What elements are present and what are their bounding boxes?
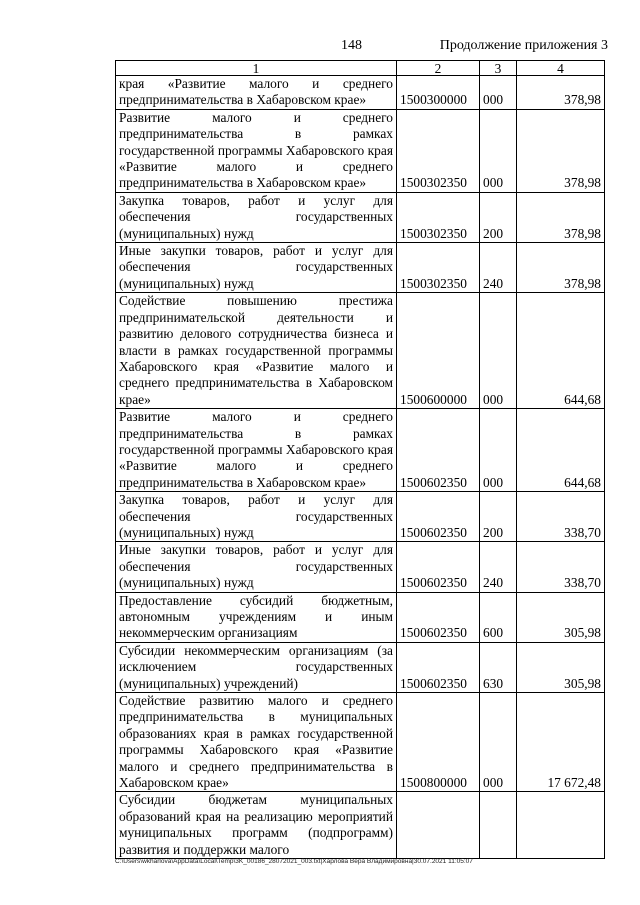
row-amount: 644,68	[517, 409, 605, 492]
row-code: 1500602350	[397, 492, 480, 542]
row-expense-type: 200	[480, 492, 517, 542]
row-code: 1500302350	[397, 243, 480, 293]
row-amount: 305,98	[517, 592, 605, 642]
row-name: Субсидии бюджетам муниципальных образований края на реализацию мероприятий муниципальных программ (подпрограмм) развития и поддержки малого	[116, 792, 397, 859]
row-amount: 644,68	[517, 293, 605, 409]
column-header: 3	[480, 61, 517, 76]
column-header: 2	[397, 61, 480, 76]
row-expense-type: 240	[480, 542, 517, 592]
row-name: Иные закупки товаров, работ и услуг для обеспечения государственных (муниципальных) нужд	[116, 542, 397, 592]
row-code: 1500602350	[397, 642, 480, 692]
table-row	[116, 592, 605, 642]
row-expense-type: 200	[480, 192, 517, 242]
row-name: Предоставление субсидий бюджетным, автономным учреждениям и иным некоммерческим организациям	[116, 592, 397, 642]
table-row	[116, 409, 605, 492]
row-amount: 378,98	[517, 192, 605, 242]
row-name: Иные закупки товаров, работ и услуг для обеспечения государственных (муниципальных) нужд	[116, 243, 397, 293]
row-expense-type: 000	[480, 693, 517, 792]
table-row	[116, 109, 605, 192]
row-expense-type: 000	[480, 293, 517, 409]
row-expense-type: 240	[480, 243, 517, 293]
row-amount: 17 672,48	[517, 693, 605, 792]
row-amount: 305,98	[517, 642, 605, 692]
row-name: Закупка товаров, работ и услуг для обеспечения государственных (муниципальных) нужд	[116, 492, 397, 542]
file-path-footer: C:\Users\wkharlova\AppData\Local\Temp\3K_00186_28072021_003.txt|Харлова Вера Владимировна|30.07.2021 11:05:07	[115, 858, 473, 865]
continuation-label: Продолжение приложения 3	[439, 38, 608, 53]
row-expense-type	[480, 792, 517, 859]
row-name: Развитие малого и среднего предпринимательства в рамках государственной программы Хабаровского края «Развитие малого и среднего предпринимательства в Хабаровском крае»	[116, 109, 397, 192]
row-amount	[517, 792, 605, 859]
row-code: 1500800000	[397, 693, 480, 792]
table-row	[116, 293, 605, 409]
table-row	[116, 642, 605, 692]
row-code: 1500302350	[397, 109, 480, 192]
table-row	[116, 76, 605, 110]
row-expense-type: 600	[480, 592, 517, 642]
row-expense-type: 000	[480, 109, 517, 192]
row-name: Содействие развитию малого и среднего предпринимательства в муниципальных образованиях края в рамках государственной программы Хабаровского края «Развитие малого и среднего предпринимательства в Хабаровском крае»	[116, 693, 397, 792]
row-amount: 338,70	[517, 492, 605, 542]
row-amount: 338,70	[517, 542, 605, 592]
row-code: 1500600000	[397, 293, 480, 409]
row-code: 1500602350	[397, 592, 480, 642]
budget-table	[115, 60, 605, 859]
row-code: 1500602350	[397, 409, 480, 492]
row-code: 1500300000	[397, 76, 480, 110]
page-number: 148	[341, 38, 362, 53]
row-code: 1500602350	[397, 542, 480, 592]
row-name: Закупка товаров, работ и услуг для обеспечения государственных (муниципальных) нужд	[116, 192, 397, 242]
column-header: 4	[517, 61, 605, 76]
row-expense-type: 630	[480, 642, 517, 692]
row-name: Развитие малого и среднего предпринимательства в рамках государственной программы Хабаровского края «Развитие малого и среднего предпринимательства в Хабаровском крае»	[116, 409, 397, 492]
row-expense-type: 000	[480, 409, 517, 492]
table-row	[116, 243, 605, 293]
table-row	[116, 693, 605, 792]
row-amount: 378,98	[517, 243, 605, 293]
row-expense-type: 000	[480, 76, 517, 110]
row-code	[397, 792, 480, 859]
row-name: Субсидии некоммерческим организациям (за исключением государственных (муниципальных) учреждений)	[116, 642, 397, 692]
row-amount: 378,98	[517, 76, 605, 110]
table-row	[116, 542, 605, 592]
table-header-row	[116, 61, 605, 76]
row-code: 1500302350	[397, 192, 480, 242]
column-header: 1	[116, 61, 397, 76]
table-row	[116, 792, 605, 859]
table-row	[116, 192, 605, 242]
row-name: Содействие повышению престижа предпринимательской деятельности и развитию делового сотрудничества бизнеса и власти в рамках государственной программы Хабаровского края «Развитие малого и среднего предпринимательства в Хабаровском крае»	[116, 293, 397, 409]
row-amount: 378,98	[517, 109, 605, 192]
row-name: края «Развитие малого и среднего предпринимательства в Хабаровском крае»	[116, 76, 397, 110]
table-row	[116, 492, 605, 542]
